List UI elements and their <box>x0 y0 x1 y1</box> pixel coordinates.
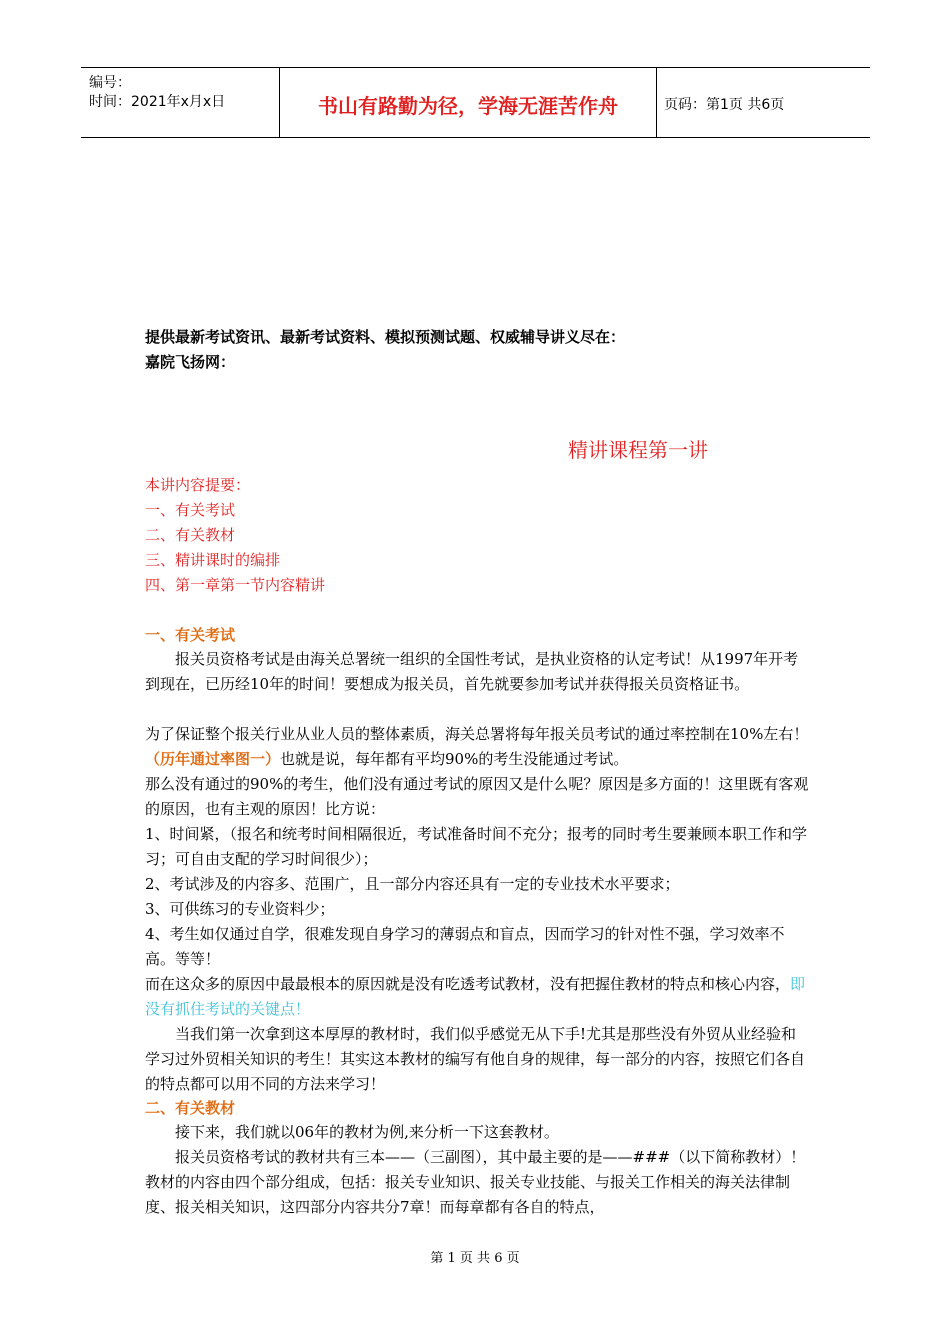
promo-line-1: 提供最新考试资讯、最新考试资料、模拟预测试题、权威辅导讲义尽在： <box>145 328 626 346</box>
time-label: 时间：2021年x月x日 <box>89 94 226 110</box>
text-span: 而在这众多的原因中最最根本的原因就是没有吃透考试教材，没有把握住教材的特点和核心内容， <box>145 975 791 993</box>
paragraph: 那么没有通过的90%的考生，他们没有通过考试的原因又是什么呢？原因是多方面的！这里既有客观的原因，也有主观的原因！比方说： <box>145 775 809 818</box>
header-motto-cell <box>280 68 657 137</box>
paragraph <box>145 972 810 1022</box>
header-meta-cell <box>81 68 280 137</box>
lecture-title: 精讲课程第一讲 <box>568 438 708 462</box>
section-heading-exam: 一、有关考试 <box>145 626 236 644</box>
text-span: 也就是说，每年都有平均90%的考生没能通过考试。 <box>280 750 629 768</box>
header-page-cell <box>657 68 870 137</box>
paragraph: 接下来，我们就以06年的教材为例,来分析一下这套教材。 <box>175 1123 559 1141</box>
toc-item: 四、第一章第一节内容精讲 <box>145 576 326 594</box>
paragraph: 1、时间紧，（报名和统考时间相隔很近，考试准备时间不充分；报考的同时考生要兼顾本职工作和学习；可自由支配的学习时间很少）； <box>145 825 808 868</box>
page-info: 页码：第1页 共6页 <box>664 97 785 113</box>
paragraph: 当我们第一次拿到这本厚厚的教材时，我们似乎感觉无从下手!尤其是那些没有外贸从业经验和学习过外贸相关知识的考生！其实这本教材的编写有他自身的规律，每一部分的内容，按照它们各自的特点都可以用不同的方法来学习！ <box>145 1025 806 1093</box>
toc-item: 三、精讲课时的编排 <box>145 551 281 569</box>
key-point-highlight: 即没有抓住考试的关键点！ <box>145 975 806 1018</box>
pass-rate-figure-ref: （历年通过率图一） <box>145 750 281 768</box>
paragraph: 报关员资格考试是由海关总署统一组织的全国性考试，是执业资格的认定考试！从1997年开考到现在，已历经10年的时间！要想成为报关员，首先就要参加考试并获得报关员资格证书。 <box>145 650 799 693</box>
paragraph: 3、可供练习的专业资料少； <box>145 900 335 918</box>
paragraph: 报关员资格考试的教材共有三本——（三副图），其中最主要的是——###（以下简称教材）！教材的内容由四个部分组成，包括：报关专业知识、报关专业技能、与报关工作相关的海关法律制度、报关相关知识，这四部分内容共分7章！而每章都有各自的特点， <box>145 1148 806 1216</box>
toc-heading: 本讲内容提要： <box>145 476 251 494</box>
motto: 书山有路勤为径，学海无涯苦作舟 <box>318 94 618 118</box>
page-footer: 第 1 页 共 6 页 <box>430 1251 520 1266</box>
page-header <box>81 67 870 138</box>
paragraph <box>145 722 810 772</box>
paragraph: 4、考生如仅通过自学，很难发现自身学习的薄弱点和盲点，因而学习的针对性不强，学习效率不高。等等！ <box>145 925 785 968</box>
number-label: 编号： <box>89 75 131 91</box>
toc-item: 二、有关教材 <box>145 526 236 544</box>
promo-line-2: 嘉院飞扬网： <box>145 353 236 371</box>
toc-item: 一、有关考试 <box>145 501 236 519</box>
paragraph: 2、考试涉及的内容多、范围广，且一部分内容还具有一定的专业技术水平要求； <box>145 875 680 893</box>
text-span: 为了保证整个报关行业从业人员的整体素质，海关总署将每年报关员考试的通过率控制在10%左右！ <box>145 725 809 743</box>
section-heading-textbook: 二、有关教材 <box>145 1099 236 1117</box>
